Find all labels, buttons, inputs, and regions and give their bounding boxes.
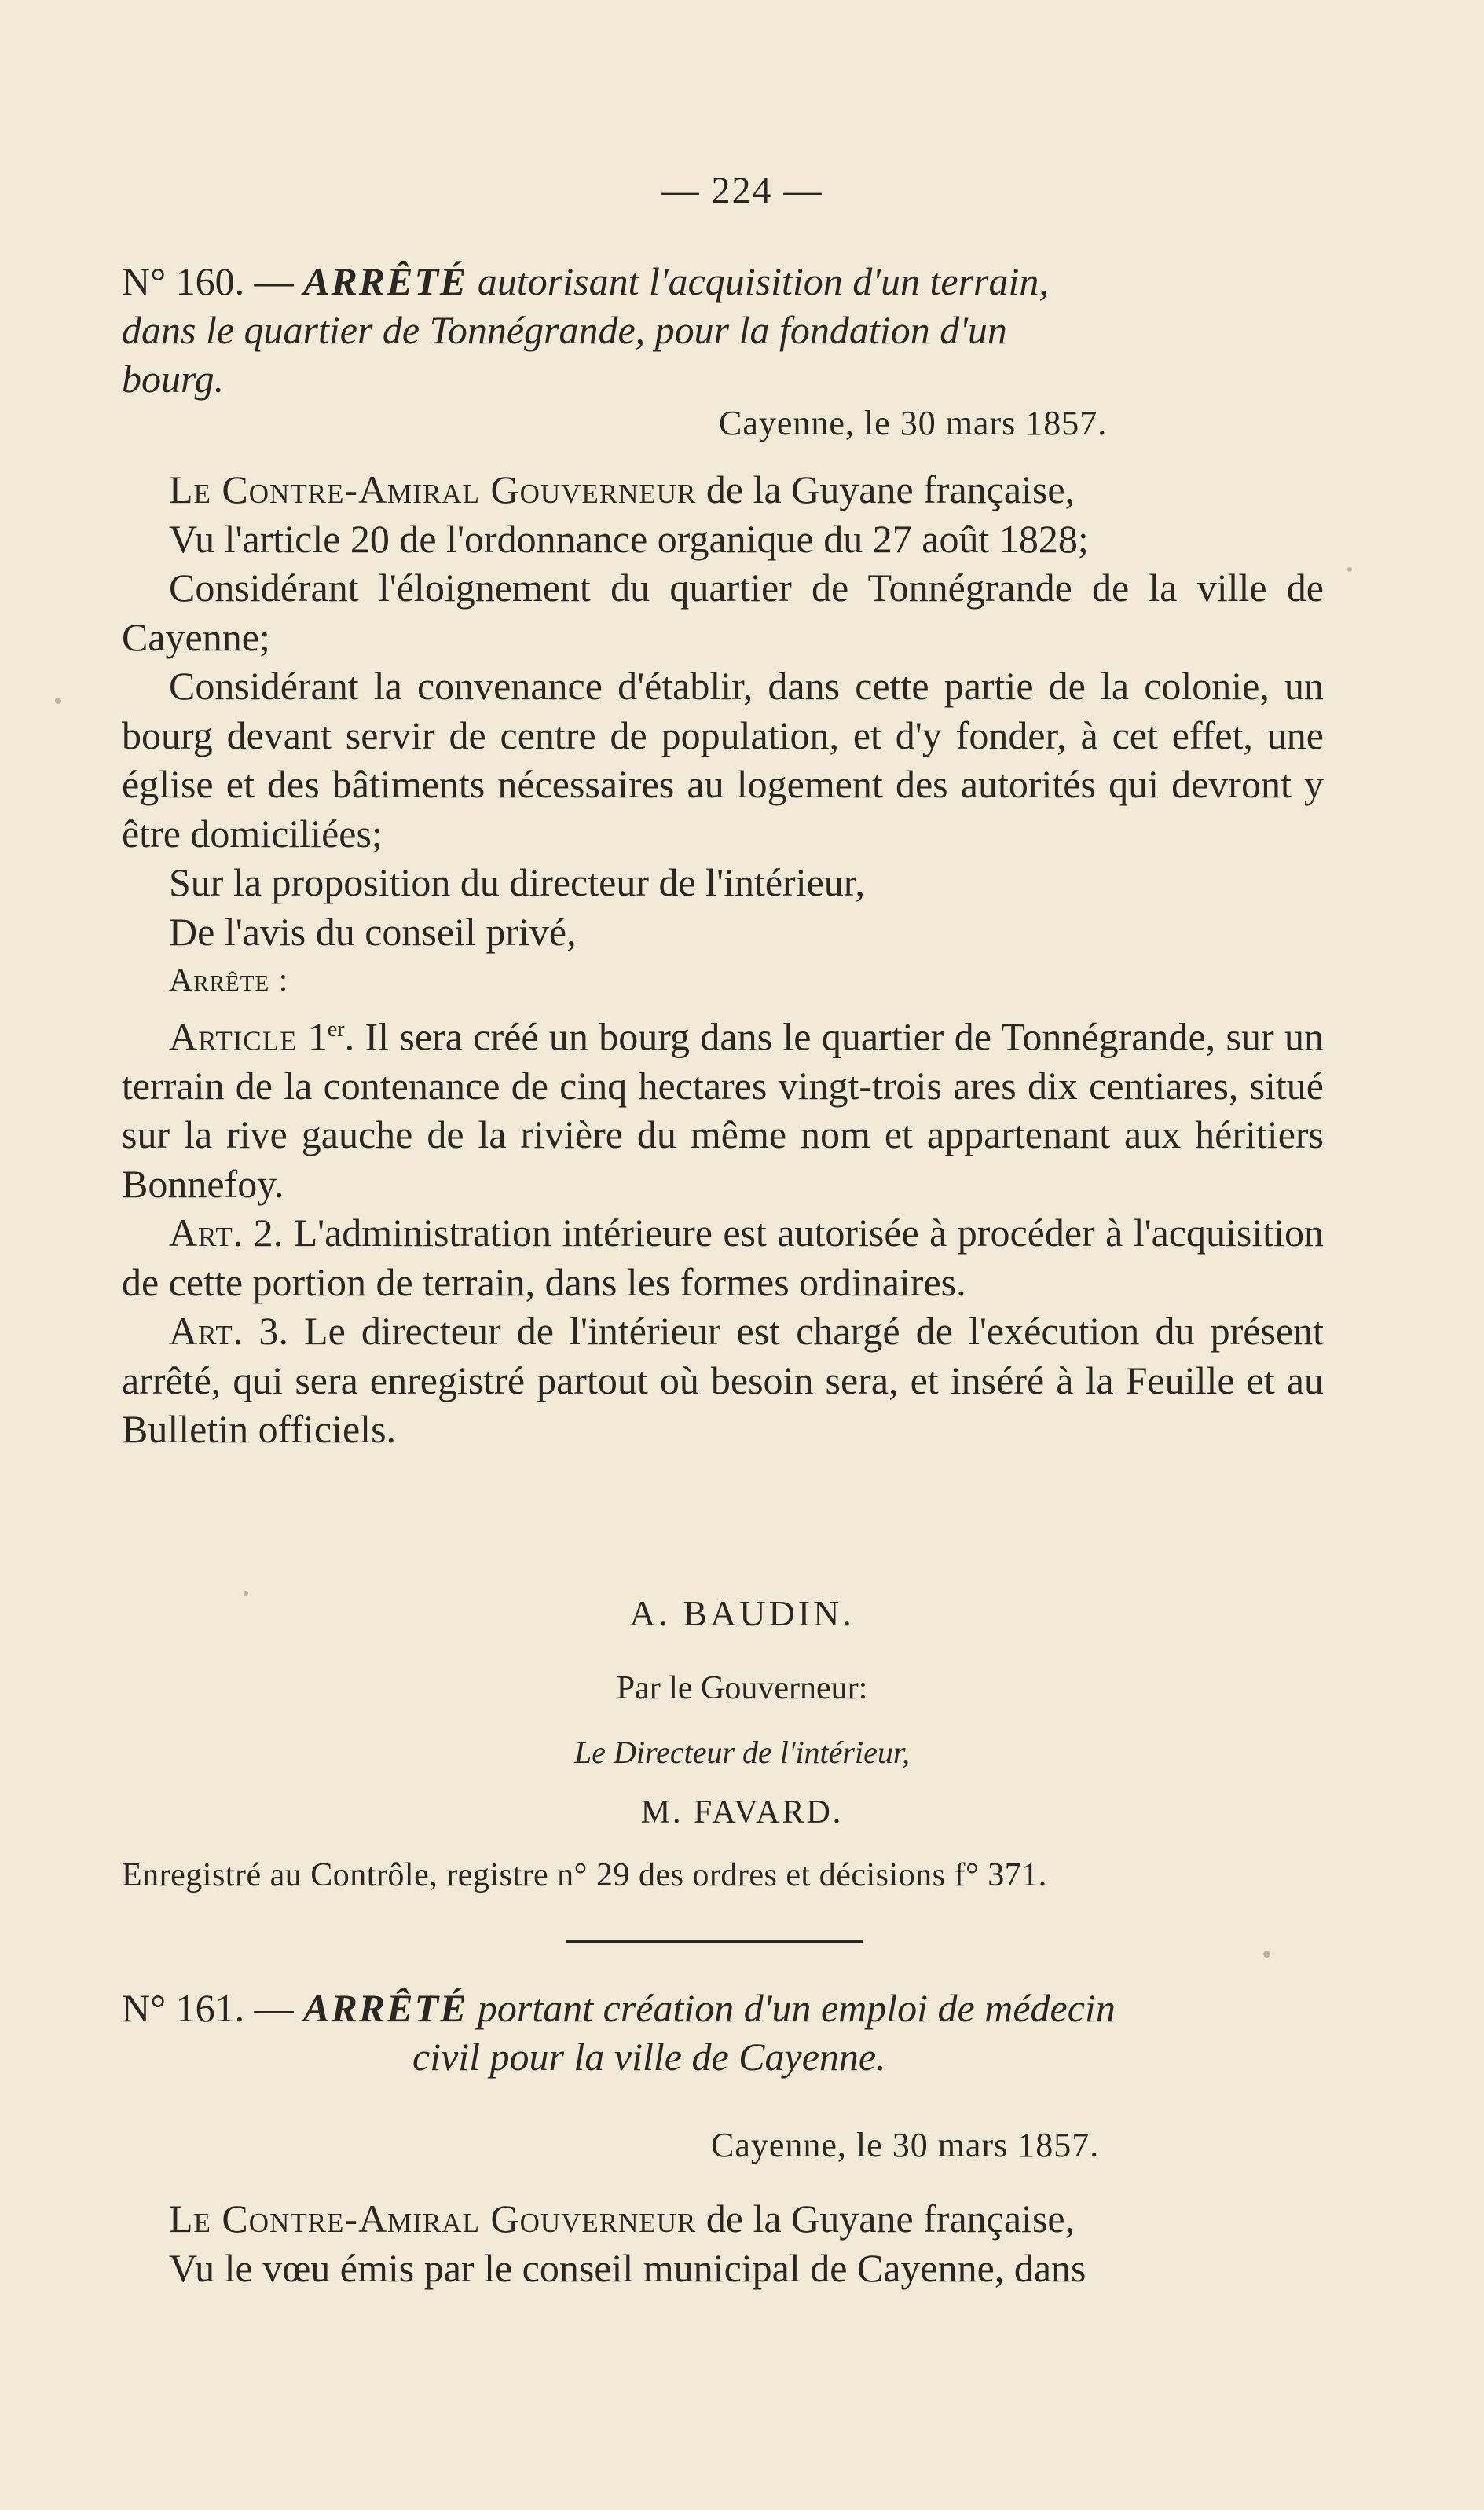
page-number: — 224 —	[661, 170, 823, 211]
decree-160-article-1-text: . Il sera créé un bourg dans le quartier de Tonnégrande, sur un terrain de la contenance de cinq hectares vingt-trois ares dix centiares, situé sur la rive gauche de la rivière du même nom et appartenant aux héritiers Bonnefoy.	[122, 1014, 1325, 1206]
decree-160-countersign: M. FAVARD.	[640, 1794, 844, 1830]
paper-speck	[1347, 567, 1352, 572]
decree-161-body	[122, 2194, 1324, 2292]
decree-161-dateline: Cayenne, le 30 mars 1857.	[711, 2126, 1100, 2164]
decree-160-registration: Enregistré au Contrôle, registre n° 29 des ordres et décisions f° 371.	[122, 1857, 1047, 1893]
decree-161-heading	[122, 1984, 1324, 2081]
decree-160-dateline: Cayenne, le 30 mars 1857.	[719, 404, 1108, 442]
separator-rule	[566, 1940, 863, 1943]
decree-160-article-2-text: . 2. L'administration intérieure est autorisée à procéder à l'acquisition de cette portion de terrain, dans les formes ordinaires.	[122, 1211, 1324, 1304]
decree-160-preamble	[122, 465, 1324, 515]
decree-160-sur-proposition: Sur la proposition du directeur de l'intérieur,	[169, 860, 865, 904]
decree-160-number: N° 160. —	[122, 259, 294, 303]
decree-161-preamble	[122, 2194, 1324, 2244]
decree-160-article-3	[122, 1306, 1324, 1454]
decree-161-preamble-authority: Le Contre-Amiral Gouverneur	[169, 2197, 697, 2241]
decree-160-title-line3: bourg.	[122, 357, 225, 401]
paper-speck	[1263, 1951, 1270, 1958]
decree-161-number: N° 161. —	[122, 1986, 294, 2030]
paper-speck	[55, 698, 61, 704]
decree-160-preamble-rest: de la Guyane française,	[696, 467, 1075, 511]
decree-160-title-rest: autorisant l'acquisition d'un terrain,	[477, 259, 1049, 303]
decree-160-vu: Vu l'article 20 de l'ordonnance organique du 27 août 1828;	[169, 516, 1089, 561]
decree-160-par-le-gouverneur: Par le Gouverneur:	[616, 1670, 868, 1706]
decree-161-vu: Vu le vœu émis par le conseil municipal de Cayenne, dans	[169, 2245, 1086, 2290]
decree-161-preamble-rest: de la Guyane française,	[696, 2197, 1075, 2241]
paper-speck	[244, 1591, 248, 1596]
decree-161-heading-line1	[122, 1984, 1324, 2032]
decree-160-article-1-label: Article	[169, 1014, 298, 1059]
decree-160-directeur-title: Le Directeur de l'intérieur,	[574, 1735, 910, 1770]
decree-160-preamble-authority: Le Contre-Amiral Gouverneur	[169, 467, 697, 511]
decree-160-signatory: A. BAUDIN.	[629, 1593, 855, 1633]
decree-161-title-line2: civil pour la ville de Cayenne.	[412, 2035, 886, 2079]
decree-160-avis: De l'avis du conseil privé,	[169, 909, 577, 954]
decree-160-article-3-label: Art	[169, 1309, 233, 1354]
decree-161-title-rest: portant création d'un emploi de médecin	[477, 1986, 1116, 2030]
decree-160-article-2	[122, 1208, 1324, 1306]
decree-160-article-2-label: Art	[169, 1211, 233, 1255]
decree-160-title-line2: dans le quartier de Tonnégrande, pour la fondation d'un	[122, 308, 1007, 352]
decree-160-arrete: Arrête :	[169, 962, 289, 999]
decree-160-article-1	[122, 1006, 1324, 1209]
decree-160-body	[122, 465, 1324, 1454]
decree-160-considerant-2: Considérant la convenance d'établir, dans cette partie de la colonie, un bourg devant servir de centre de population, et d'y fonder, à cet effet, une église et des bâtiments nécessaires au logement des autorités qui devront y être domiciliées;	[122, 664, 1324, 856]
decree-160-heading	[122, 257, 1324, 403]
decree-160-article-1-num: 1	[307, 1014, 328, 1059]
decree-160-title-word: ARRÊTÉ	[303, 259, 468, 303]
decree-160-heading-line1	[122, 257, 1324, 306]
decree-160-considerant-1: Considérant l'éloignement du quartier de Tonnégrande de la ville de Cayenne;	[122, 566, 1324, 659]
decree-161-title-word: ARRÊTÉ	[303, 1986, 468, 2030]
decree-160-article-3-text: . 3. Le directeur de l'intérieur est chargé de l'exécution du présent arrêté, qui sera enregistré partout où besoin sera, et inséré à la Feuille et au Bulletin officiels.	[122, 1309, 1324, 1452]
decree-160-article-1-sup: er	[327, 1017, 345, 1042]
